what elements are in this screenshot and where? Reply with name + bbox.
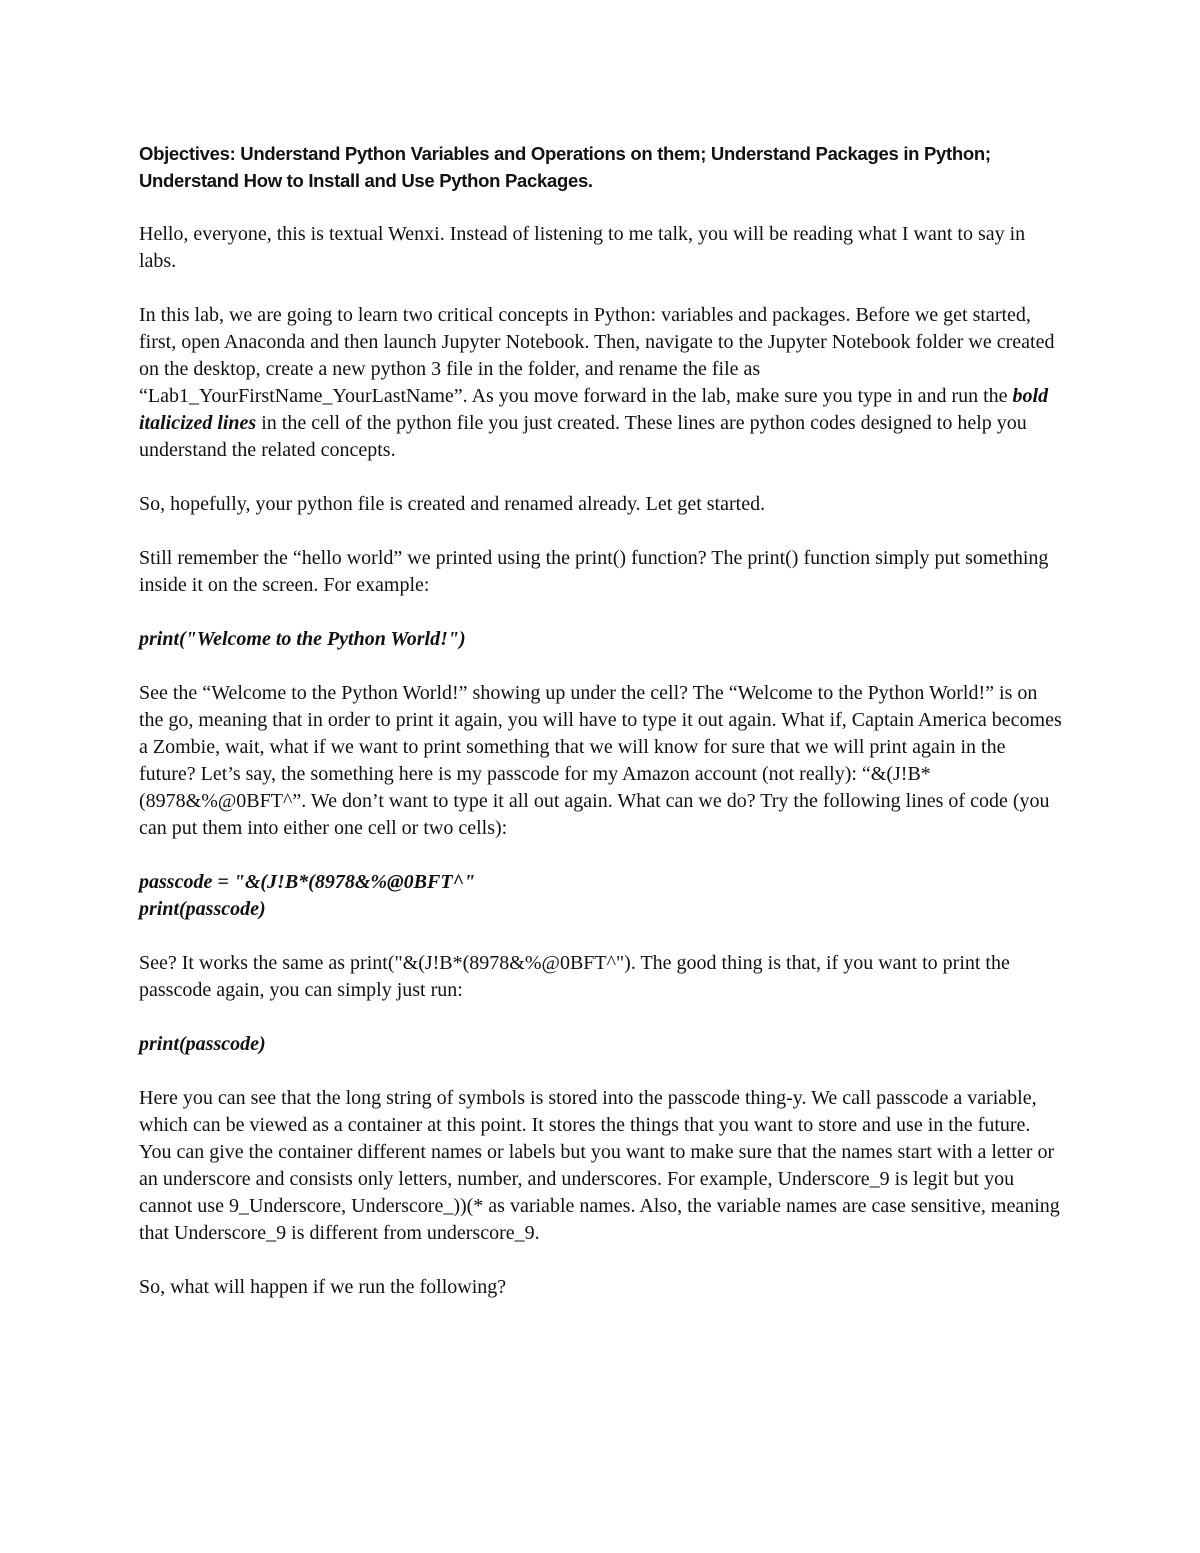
lab-text-after: in the cell of the python file you just created. These lines are python codes designed to help you understand the related concepts. xyxy=(139,412,1027,461)
intro-paragraph: Hello, everyone, this is textual Wenxi. Instead of listening to me talk, you will be reading what I want to say in labs. xyxy=(139,223,1026,272)
lab-overview-paragraph xyxy=(139,302,1064,464)
hopefully-paragraph: So, hopefully, your python file is created and renamed already. Let get started. xyxy=(139,493,766,515)
passcode-explanation-paragraph: See the “Welcome to the Python World!” showing up under the cell? The “Welcome to the Python World!” is on the go, meaning that in order to print it again, you will have to type it out again. What if, Captain America becomes a Zombie, wait, what if we want to print something that we will know for sure that we will print again in the future? Let’s say, the something here is my passcode for my Amazon account (not really): “&(J!B*(8978&%@0BFT^”. We don’t want to type it all out again. What can we do? Try the following lines of code (you can put them into either one cell or two cells): xyxy=(139,682,1062,839)
code-print-passcode-again: print(passcode) xyxy=(139,1033,266,1055)
variable-definition-paragraph: Here you can see that the long string of symbols is stored into the passcode thing-y. We call passcode a variable, which can be viewed as a container at this point. It stores the things that you want to store and use in the future. You can give the container different names or labels but you want to make sure that the names start with a letter or an underscore and consists only letters, number, and underscores. For example, Underscore_9 is legit but you cannot use 9_Underscore, Underscore_))(* as variable names. Also, the variable names are case sensitive, meaning that Underscore_9 is different from underscore_9. xyxy=(139,1087,1060,1244)
code-passcode-assign: passcode = "&(J!B*(8978&%@0BFT^" xyxy=(139,871,476,893)
print-function-paragraph: Still remember the “hello world” we printed using the print() function? The print() function simply put something inside it on the screen. For example: xyxy=(139,547,1049,596)
lab-text-before: In this lab, we are going to learn two critical concepts in Python: variables and packages. Before we get started, first, open Anaconda and then launch Jupyter Notebook. Then, navigate to the Jupyter Notebook folder we created on the desktop, create a new python 3 file in the folder, and rename the file as “Lab1_YourFirstName_YourLastName”. As you move forward in the lab, make sure you type in and run the xyxy=(139,304,1055,407)
code-print-passcode: print(passcode) xyxy=(139,898,266,920)
closing-question: So, what will happen if we run the following? xyxy=(139,1276,507,1298)
objectives-heading: Objectives: Understand Python Variables and Operations on them; Understand Packages in Python; Understand How to Install and Use Python Packages. xyxy=(139,143,991,191)
works-same-paragraph: See? It works the same as print("&(J!B*(8978&%@0BFT^"). The good thing is that, if you want to print the passcode again, you can simply just run: xyxy=(139,952,1010,1001)
code-print-welcome: print("Welcome to the Python World!") xyxy=(139,628,466,650)
code-passcode-block xyxy=(139,869,1064,923)
document-page xyxy=(139,140,1064,1328)
bold-italic-emphasis: bold italicized lines xyxy=(139,385,1049,434)
